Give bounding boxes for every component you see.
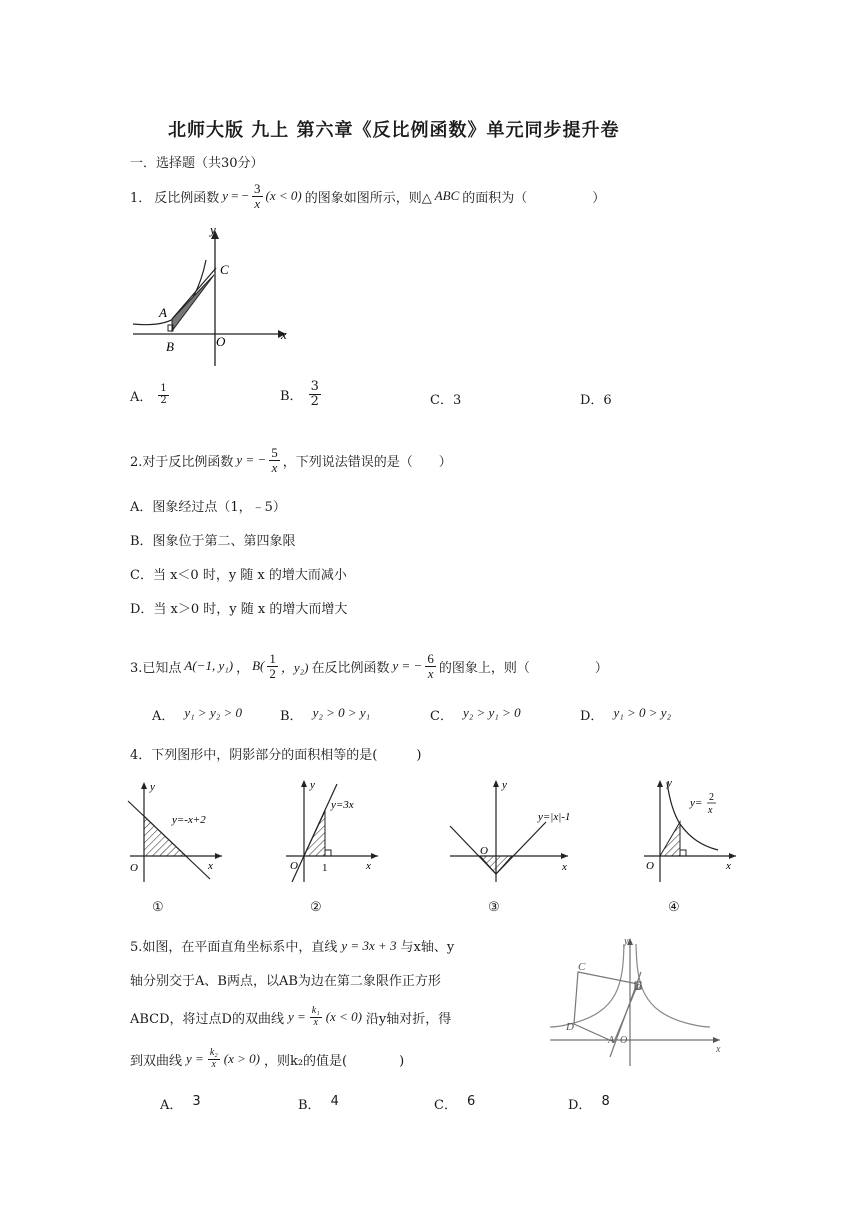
fraction-denominator: x (313, 1016, 318, 1028)
option-d[interactable] (580, 705, 671, 724)
math-condition: (x < 0) (325, 1009, 362, 1024)
tick-label: 1 (322, 862, 328, 874)
figure-3-mark: ③ (488, 900, 500, 915)
fraction-numerator: 6 (427, 651, 434, 666)
x-axis-arrow (215, 853, 222, 859)
fraction-denominator: x (708, 805, 713, 816)
question-text: 反比例函数 (154, 190, 220, 206)
option-d[interactable] (568, 1094, 610, 1113)
option-value: 3 (192, 1094, 201, 1109)
option-c[interactable] (430, 705, 521, 724)
option-d[interactable]: D．当 x＞0 时，y 随 x 的增大而增大 (130, 602, 348, 617)
question-text: 3.已知点 (130, 660, 182, 676)
fraction-denominator: x (211, 1058, 216, 1070)
fraction-numerator: 1 (160, 383, 167, 394)
figure-3 (446, 776, 576, 886)
math-fraction (425, 652, 436, 680)
math-fraction (310, 1006, 322, 1028)
y-axis-label: y (624, 936, 629, 947)
figure-4-mark: ④ (668, 900, 680, 915)
y-axis-label: y (150, 781, 155, 793)
option-letter: A． (160, 1098, 183, 1113)
x-axis-arrow (713, 1037, 720, 1043)
x-axis-label: x (366, 860, 371, 872)
y-axis-label: y (310, 779, 315, 791)
point-c-label: C (220, 262, 229, 277)
option-fraction (158, 384, 168, 406)
point-a-label: A (159, 305, 167, 320)
y-axis-arrow (301, 780, 307, 787)
y-axis-label: y (210, 222, 216, 237)
page-title: 北师大版 九上 第六章《反比例函数》单元同步提升卷 (168, 120, 620, 141)
shaded-triangle (480, 856, 512, 874)
option-letter: B． (280, 709, 303, 724)
y-axis-arrow (657, 780, 663, 787)
point-c-label: C (578, 961, 586, 973)
question-text: ，下列说法错误的是（ ） (282, 454, 452, 470)
math-condition: (x < 0) (265, 188, 302, 204)
question-text: 的面积为（ ） (462, 190, 606, 206)
option-letter: B． (298, 1098, 321, 1113)
question-text: 在反比例函数 (311, 660, 390, 676)
fraction-denominator: 2 (160, 394, 167, 406)
point-a-label: A (608, 1035, 615, 1046)
x-axis-label: x (208, 860, 213, 872)
hyperbola-right (636, 944, 710, 1027)
figure-2-mark: ② (310, 900, 322, 915)
option-value: 4 (330, 1094, 339, 1109)
fraction-denominator: x (427, 665, 434, 681)
question-text: 与x轴、y (400, 940, 455, 955)
option-a[interactable]: A．图象经过点（1，﹣5） (130, 500, 286, 515)
option-a[interactable] (130, 384, 169, 406)
option-letter: C． (430, 709, 453, 724)
question-1-figure (128, 220, 298, 370)
option-expression: y₂ > y₁ > 0 (462, 705, 521, 720)
option-letter: A． (152, 709, 175, 724)
y-axis-label: y (667, 777, 672, 789)
math-expression: y = − (236, 452, 267, 468)
fraction-denominator: 2 (269, 665, 276, 681)
question-5-line-3 (130, 1006, 451, 1028)
math-fraction (267, 652, 278, 680)
option-c[interactable] (434, 1094, 475, 1113)
function-label: y=-x+2 (172, 814, 206, 826)
question-text: 的图象如图所示，则△ (304, 190, 432, 206)
math-expression: y = (287, 1009, 306, 1024)
option-expression: y₂ > 0 > y₁ (312, 705, 371, 720)
x-axis-arrow (371, 853, 378, 859)
figure-1 (126, 776, 226, 886)
fraction-denominator: 2 (310, 393, 319, 409)
point-b-suffix: ，y₂) (280, 659, 309, 675)
option-letter: D． (568, 1098, 592, 1113)
question-5-line-1 (130, 936, 454, 955)
math-fraction (269, 446, 280, 474)
x-axis-label: x (716, 1044, 721, 1055)
origin-label: O (620, 1035, 628, 1046)
y-axis-arrow (141, 782, 147, 789)
option-value: 6 (466, 1094, 476, 1109)
question-text: 沿y轴对折，得 (365, 1011, 452, 1027)
option-b[interactable]: B．图象位于第二、第四象限 (130, 534, 296, 549)
math-condition: (x > 0) (223, 1051, 260, 1066)
fraction-numerator: 1 (269, 651, 276, 666)
x-axis-label: x (726, 860, 731, 872)
point-b-label: B (166, 339, 174, 354)
question-text: 的图象上，则（ ） (438, 660, 608, 676)
question-5-line-4 (130, 1048, 404, 1070)
question-4-stem: 4．下列图形中，阴影部分的面积相等的是( ) (130, 748, 422, 763)
option-d[interactable]: D．6 (580, 393, 612, 408)
function-label: y=|x|-1 (538, 811, 571, 823)
option-value: 8 (601, 1094, 610, 1109)
shaded-triangle (172, 275, 214, 331)
math-fraction (208, 1048, 220, 1070)
origin-label: O (646, 860, 654, 872)
fraction-numerator: 2 (709, 792, 714, 803)
function-label: y=3x (331, 799, 354, 811)
fraction-denominator: x (254, 195, 261, 211)
option-letter: D． (580, 709, 604, 724)
option-a[interactable] (152, 705, 242, 724)
math-operator: = − (231, 188, 249, 204)
right-angle-mark (325, 850, 331, 856)
segment-ac (172, 268, 216, 319)
figure-1-mark: ① (152, 900, 164, 915)
math-fraction (252, 182, 263, 210)
x-axis-arrow (729, 853, 736, 859)
option-letter: A． (130, 389, 153, 405)
question-text: ，则k₂的值是( ) (263, 1053, 405, 1069)
right-angle-mark (680, 850, 686, 856)
option-expression: y₁ > 0 > y₂ (613, 705, 672, 720)
point-d-label: D (566, 1021, 574, 1033)
option-a[interactable] (160, 1094, 201, 1113)
point-a-coords: A(−1, y₁) (184, 658, 234, 674)
question-5-line-2: 轴分别交于A、B两点，以AB为边在第二象限作正方形 (130, 974, 441, 989)
point-b-label: B (636, 983, 641, 992)
separator: ， (236, 660, 250, 676)
option-b[interactable] (280, 705, 370, 724)
math-expression: y = 3x + 3 (341, 937, 397, 953)
option-c[interactable]: C．3 (430, 393, 462, 408)
option-letter: C． (434, 1098, 457, 1113)
option-fraction (309, 380, 321, 408)
question-text: 到双曲线 (130, 1053, 183, 1069)
question-text: 2.对于反比例函数 (130, 454, 234, 470)
y-axis-arrow (493, 780, 499, 787)
math-expression: y = (186, 1051, 204, 1066)
origin-label: O (480, 845, 488, 857)
fraction-numerator: 5 (271, 445, 278, 460)
fraction-denominator: x (271, 459, 278, 475)
fraction-numerator: k₂ (209, 1047, 218, 1058)
option-b[interactable] (298, 1094, 339, 1113)
question-1-stem (130, 182, 605, 210)
question-2-stem (130, 446, 452, 474)
shaded-triangle (660, 822, 680, 856)
figure-4 (640, 774, 740, 886)
origin-label: O (290, 860, 298, 872)
fraction-numerator: 3 (254, 181, 261, 196)
origin-label: O (216, 334, 226, 349)
math-variable: ABC (434, 188, 460, 204)
x-axis-label: x (562, 861, 567, 873)
question-number: 1． (130, 190, 152, 206)
question-3-stem (130, 652, 608, 680)
question-text: ABCD，将过点D的双曲线 (130, 1011, 284, 1027)
figure-2 (282, 776, 382, 886)
hyperbola-left (550, 944, 624, 1027)
line-graph (128, 801, 210, 879)
x-axis-label: x (281, 327, 287, 342)
x-axis-arrow (561, 853, 568, 859)
question-text: 5.如图，在平面直角坐标系中，直线 (130, 940, 338, 955)
math-expression: y = − (392, 658, 423, 674)
option-b[interactable] (280, 380, 321, 408)
math-variable: y (222, 188, 229, 204)
fraction-numerator: 3 (310, 379, 319, 394)
section-heading: 一．选择题（共30分） (130, 156, 264, 171)
option-letter: B． (280, 388, 303, 404)
option-expression: y₁ > y₂ > 0 (184, 705, 243, 720)
y-axis-label: y (502, 779, 507, 791)
fraction-numerator: k₁ (311, 1005, 320, 1016)
function-label: y= (690, 797, 703, 809)
point-b-prefix: B( (252, 658, 265, 674)
option-c[interactable]: C．当 x＜0 时，y 随 x 的增大而减小 (130, 568, 347, 583)
question-5-figure (548, 932, 728, 1072)
origin-label: O (130, 862, 138, 874)
